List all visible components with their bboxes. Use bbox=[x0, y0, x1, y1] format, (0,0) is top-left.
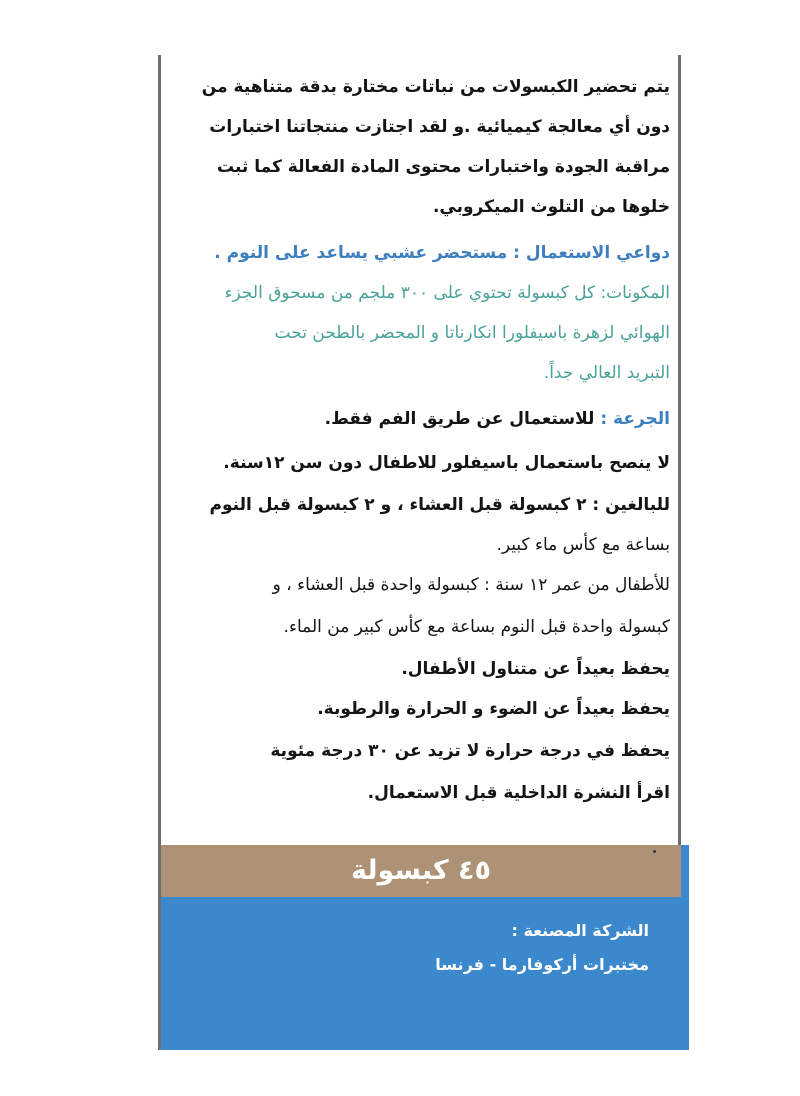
instruction-line-1: لا ينصح باستعمال باسيفلور للاطفال دون سن ١٢سنة. bbox=[223, 453, 670, 473]
manufacturer-label: الشركة المصنعة : bbox=[511, 921, 649, 940]
intro-line-3: مراقبة الجودة واختبارات محتوى المادة الفعالة كما ثبت bbox=[216, 157, 670, 177]
instruction-line-2: للبالغين : ٢ كبسولة قبل العشاء ، و ٢ كبسولة قبل النوم bbox=[209, 495, 670, 515]
dosage-label: الجرعة : bbox=[600, 409, 670, 429]
ingredients-line-2: الهوائي لزهرة باسيفلورا انكارناتا و المحضر بالطحن تحت bbox=[274, 323, 670, 343]
dosage-text: للاستعمال عن طريق الفم فقط. bbox=[324, 409, 595, 429]
manufacturer-name: مختبرات أركوفارما - فرنسا bbox=[435, 955, 649, 974]
instruction-line-5: كبسولة واحدة قبل النوم بساعة مع كأس كبير من الماء. bbox=[283, 617, 670, 637]
instruction-line-3: بساعة مع كأس ماء كبير. bbox=[496, 535, 670, 555]
leaflet-right-edge bbox=[678, 55, 681, 845]
capsule-count-banner bbox=[161, 845, 681, 897]
instruction-line-7: يحفظ بعيداً عن الضوء و الحرارة والرطوبة. bbox=[317, 699, 670, 719]
dosage-line bbox=[325, 404, 670, 434]
instruction-line-4: للأطفال من عمر ١٢ سنة : كبسولة واحدة قبل العشاء ، و bbox=[272, 575, 670, 595]
instruction-line-8: يحفظ في درجة حرارة لا تزيد عن ٣٠ درجة مئوية bbox=[270, 741, 670, 761]
intro-line-2: دون أي معالجة كيميائية .و لقد اجتازت منتجاتنا اختبارات bbox=[209, 117, 670, 137]
ingredients-line-1: المكونات: كل كبسولة تحتوي على ٣٠٠ ملجم من مسحوق الجزء bbox=[224, 283, 670, 303]
instruction-line-6: يحفظ بعيداً عن متناول الأطفال. bbox=[401, 659, 670, 679]
intro-line-1: يتم تحضير الكبسولات من نباتات مختارة بدقة متناهية من bbox=[201, 77, 670, 97]
intro-line-4: خلوها من التلوث الميكروبي. bbox=[432, 197, 670, 217]
banner-dot bbox=[653, 850, 656, 853]
ingredients-line-3: التبريد العالي جداً. bbox=[543, 363, 670, 383]
manufacturer-block bbox=[161, 897, 689, 1050]
capsule-count-text: ٤٥ كبسولة bbox=[350, 855, 491, 886]
instruction-line-9: اقرأ النشرة الداخلية قبل الاستعمال. bbox=[367, 783, 670, 803]
indications-line: دواعي الاستعمال : مستحضر عشبي يساعد على النوم . bbox=[214, 243, 670, 263]
